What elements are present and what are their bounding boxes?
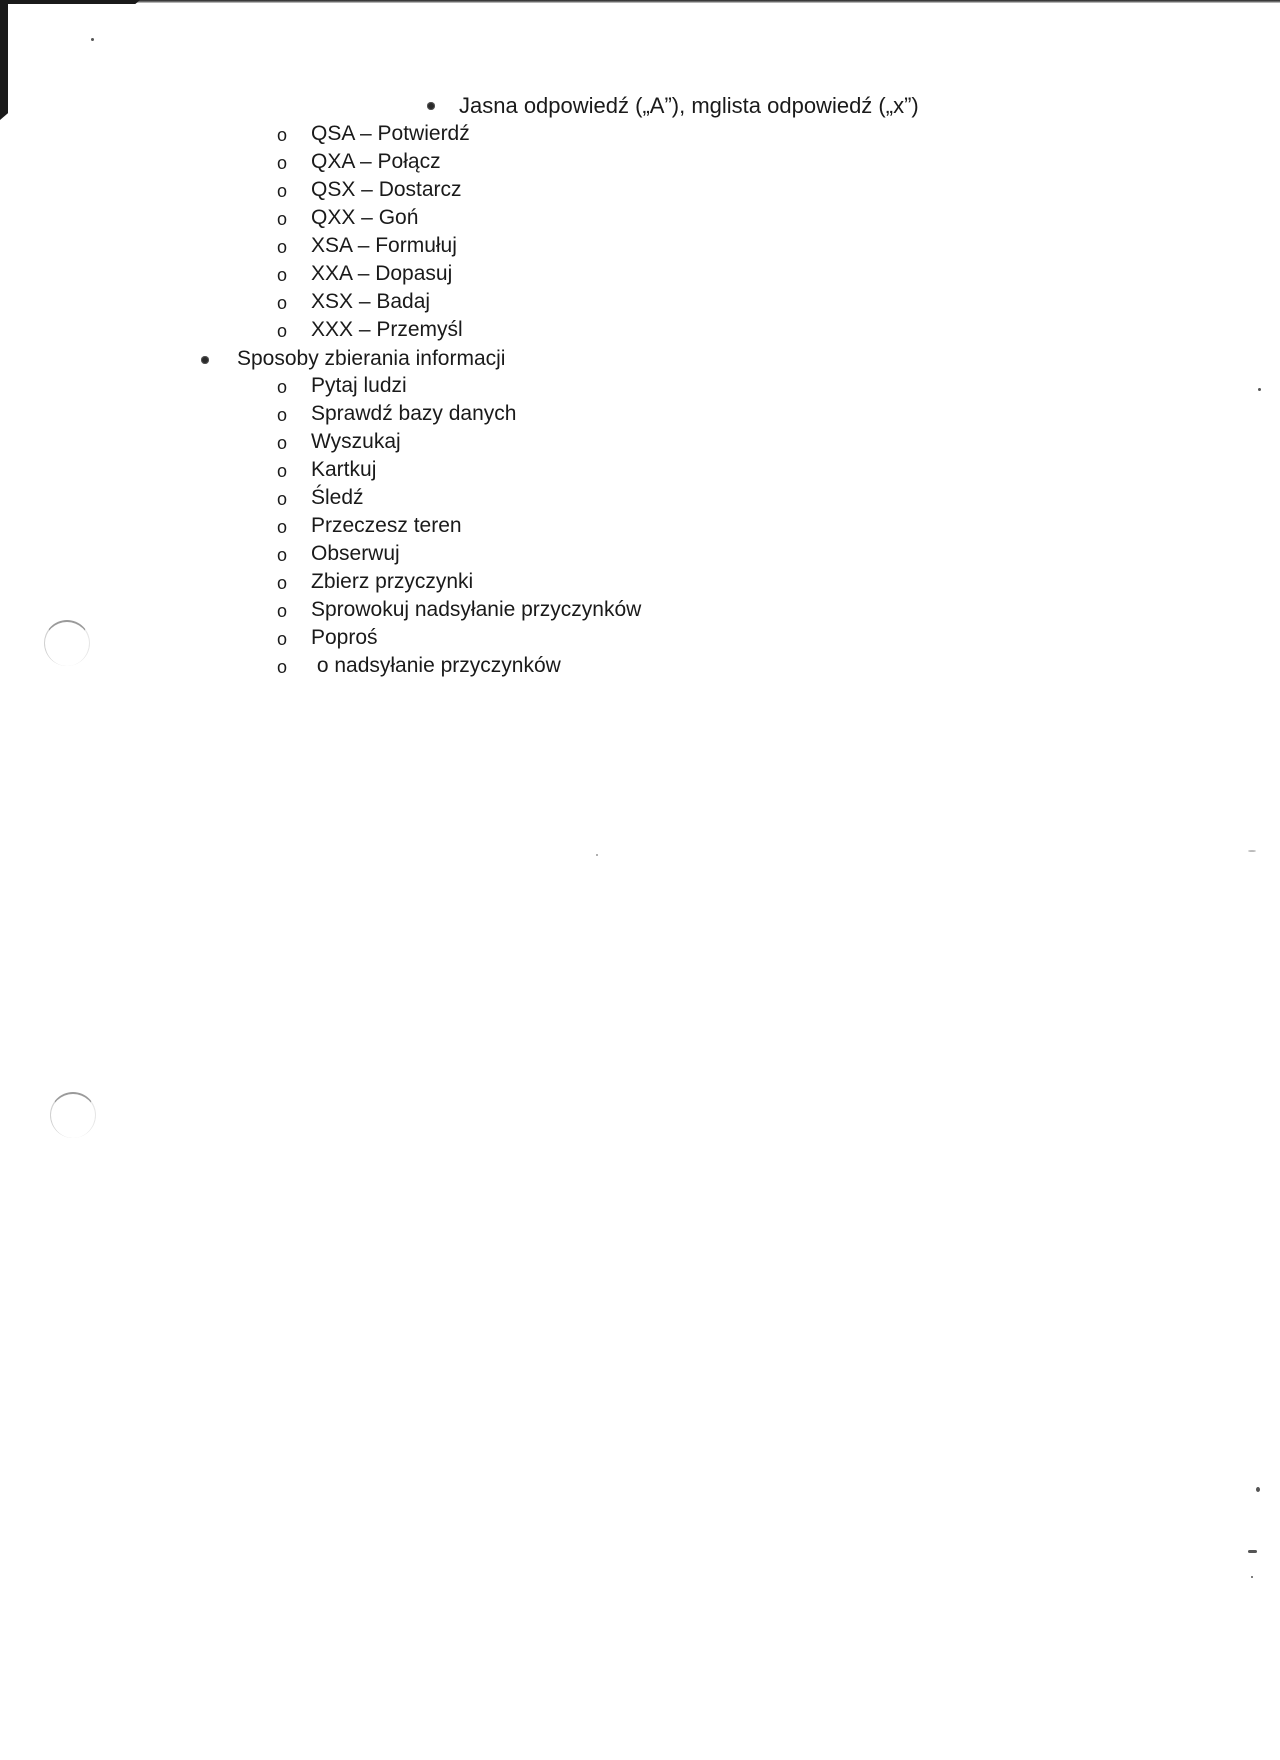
hollow-bullet-icon: o — [277, 461, 288, 481]
hollow-bullet-icon: o — [277, 517, 288, 537]
scan-speck — [1248, 850, 1256, 852]
hollow-bullet-icon: o — [277, 545, 288, 565]
punch-hole-bottom — [50, 1092, 96, 1138]
hollow-bullet-icon: o — [277, 629, 288, 649]
list-item: o nadsyłanie przyczynków — [311, 654, 561, 677]
list-item: Przeczesz teren — [311, 514, 462, 537]
scan-speck — [1248, 1550, 1257, 1553]
list-item: Zbierz przyczynki — [311, 570, 474, 593]
hollow-bullet-icon: o — [277, 405, 288, 425]
list-item: XXA – Dopasuj — [311, 262, 453, 285]
scan-top-edge — [0, 0, 1280, 3]
list-item: QXX – Goń — [311, 206, 419, 229]
scan-speck — [1256, 1487, 1260, 1492]
response-clarity-heading: Jasna odpowiedź („A”), mglista odpowiedź („x”) — [459, 93, 919, 118]
list-item: Sprawdź bazy danych — [311, 402, 517, 425]
hollow-bullet-icon: o — [277, 209, 288, 229]
hollow-bullet-icon: o — [277, 657, 288, 677]
hollow-bullet-icon: o — [277, 433, 288, 453]
hollow-bullet-icon: o — [277, 265, 288, 285]
list-item: Sprowokuj nadsyłanie przyczynków — [311, 598, 642, 621]
list-item: Kartkuj — [311, 458, 377, 481]
section-title: Sposoby zbierania informacji — [237, 347, 506, 370]
hollow-bullet-icon: o — [277, 489, 288, 509]
hollow-bullet-icon: o — [277, 125, 288, 145]
scan-speck — [1258, 388, 1261, 391]
list-item: Wyszukaj — [311, 430, 401, 453]
scan-speck — [1251, 1576, 1253, 1578]
hollow-bullet-icon: o — [277, 293, 288, 313]
list-item: QXA – Połącz — [311, 150, 441, 173]
scan-speck — [596, 854, 598, 856]
punch-hole-top — [44, 620, 90, 666]
hollow-bullet-icon: o — [277, 237, 288, 257]
list-item: Obserwuj — [311, 542, 400, 565]
hollow-bullet-icon: o — [277, 321, 288, 341]
list-item: Pytaj ludzi — [311, 374, 407, 397]
list-item: XXX – Przemyśl — [311, 318, 463, 341]
list-item: Śledź — [311, 486, 364, 509]
hollow-bullet-icon: o — [277, 153, 288, 173]
list-item: QSA – Potwierdź — [311, 122, 470, 145]
bullet-filled-icon — [427, 102, 435, 110]
list-item: XSA – Formułuj — [311, 234, 457, 257]
hollow-bullet-icon: o — [277, 601, 288, 621]
scan-speck — [91, 38, 94, 41]
folded-corner-paper — [8, 4, 140, 116]
list-item: XSX – Badaj — [311, 290, 431, 313]
bullet-filled-icon — [201, 356, 209, 364]
list-item: QSX – Dostarcz — [311, 178, 462, 201]
list-item: Poproś — [311, 626, 378, 649]
hollow-bullet-icon: o — [277, 573, 288, 593]
hollow-bullet-icon: o — [277, 181, 288, 201]
hollow-bullet-icon: o — [277, 377, 288, 397]
